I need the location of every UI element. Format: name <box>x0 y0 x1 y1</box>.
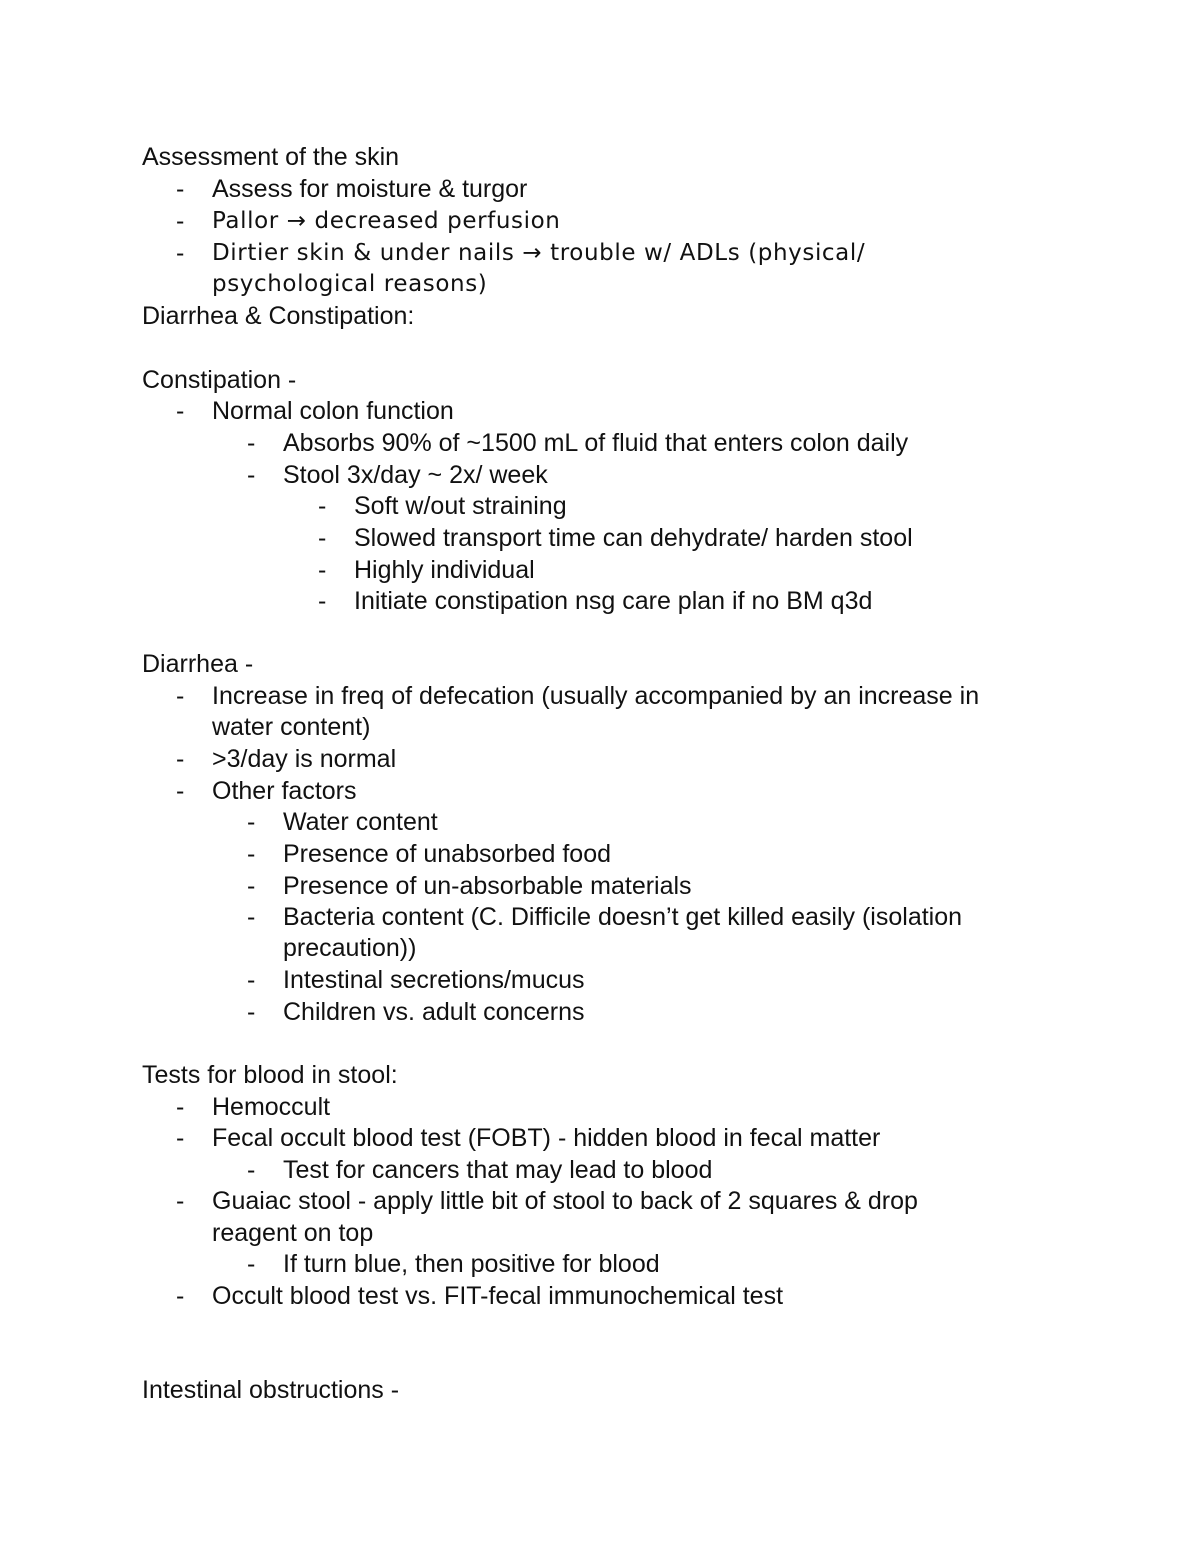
test-occult-vs-fit: Occult blood test vs. FIT-fecal immunochemical test <box>212 1282 784 1310</box>
factor-unabsorbable: Presence of un-absorbable materials <box>283 872 692 900</box>
factor-secretions: Intestinal secretions/mucus <box>283 966 585 994</box>
skin-heading: Assessment of the skin <box>142 143 400 171</box>
bullet-dash: - <box>176 745 185 773</box>
blood-tests-heading: Tests for blood in stool: <box>142 1061 398 1089</box>
test-fobt-sub: Test for cancers that may lead to blood <box>283 1156 713 1184</box>
bullet-dash: - <box>176 682 185 710</box>
bullet-dash: - <box>176 1124 185 1152</box>
other-factors: Other factors <box>212 777 357 805</box>
bullet-dash: - <box>318 587 327 615</box>
obstructions-heading: Intestinal obstructions - <box>142 1376 400 1404</box>
bullet-dash: - <box>247 998 256 1026</box>
bullet-dash: - <box>318 492 327 520</box>
diarrhea-increase-cont: water content) <box>212 713 371 741</box>
stool-sub-individual: Highly individual <box>354 556 535 584</box>
bullet-dash: - <box>247 461 256 489</box>
bullet-dash: - <box>176 397 185 425</box>
factor-bacteria-cont: precaution)) <box>283 934 417 962</box>
stool-sub-initiate: Initiate constipation nsg care plan if no BM q3d <box>354 587 873 615</box>
bullet-dash: - <box>247 1156 256 1184</box>
bullet-dash: - <box>176 239 185 267</box>
bullet-dash: - <box>176 1093 185 1121</box>
bullet-dash: - <box>176 777 185 805</box>
bullet-dash: - <box>176 207 185 235</box>
bullet-dash: - <box>318 524 327 552</box>
diarrhea-normal: >3/day is normal <box>212 745 397 773</box>
skin-item-moisture: Assess for moisture & turgor <box>212 175 528 203</box>
skin-item-pallor: Pallor → decreased perfusion <box>212 208 561 234</box>
factor-bacteria: Bacteria content (C. Difficile doesn’t get killed easily (isolation <box>283 903 963 931</box>
bullet-dash: - <box>247 872 256 900</box>
test-fobt: Fecal occult blood test (FOBT) - hidden blood in fecal matter <box>212 1124 881 1152</box>
diarrhea-heading: Diarrhea - <box>142 650 254 678</box>
normal-colon-function: Normal colon function <box>212 397 454 425</box>
bullet-dash: - <box>247 903 256 931</box>
bullet-dash: - <box>247 1250 256 1278</box>
bullet-dash: - <box>176 1282 185 1310</box>
bullet-dash: - <box>247 808 256 836</box>
stool-sub-slowed: Slowed transport time can dehydrate/ harden stool <box>354 524 913 552</box>
bullet-dash: - <box>247 429 256 457</box>
diarrhea-increase: Increase in freq of defecation (usually accompanied by an increase in <box>212 682 980 710</box>
skin-item-dirtier-cont: psychological reasons) <box>212 271 488 297</box>
bullet-dash: - <box>247 840 256 868</box>
test-guaiac-sub: If turn blue, then positive for blood <box>283 1250 660 1278</box>
bullet-dash: - <box>247 966 256 994</box>
bullet-dash: - <box>176 175 185 203</box>
bullet-dash: - <box>176 1187 185 1215</box>
test-hemoccult: Hemoccult <box>212 1093 331 1121</box>
skin-item-dirtier: Dirtier skin & under nails → trouble w/ ADLs (physical/ <box>212 240 866 266</box>
factor-children: Children vs. adult concerns <box>283 998 585 1026</box>
absorbs-fluid: Absorbs 90% of ~1500 mL of fluid that enters colon daily <box>283 429 909 457</box>
test-guaiac: Guaiac stool - apply little bit of stool to back of 2 squares & drop <box>212 1187 918 1215</box>
bullet-dash: - <box>318 556 327 584</box>
diarrhea-constipation-heading: Diarrhea & Constipation: <box>142 302 415 330</box>
stool-frequency: Stool 3x/day ~ 2x/ week <box>283 461 548 489</box>
test-guaiac-cont: reagent on top <box>212 1219 374 1247</box>
factor-unabsorbed: Presence of unabsorbed food <box>283 840 612 868</box>
factor-water: Water content <box>283 808 438 836</box>
constipation-heading: Constipation - <box>142 366 297 394</box>
stool-sub-soft: Soft w/out straining <box>354 492 567 520</box>
